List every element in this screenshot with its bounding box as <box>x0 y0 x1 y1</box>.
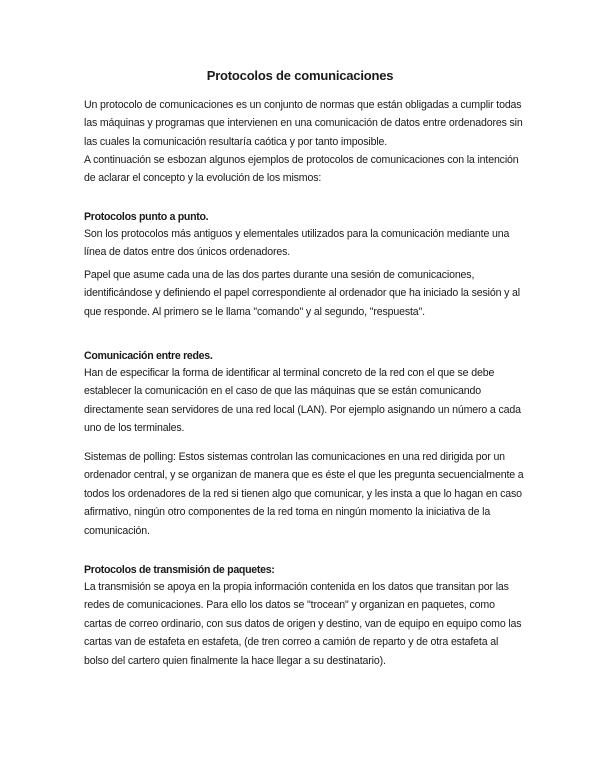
section-heading: Comunicación entre redes. <box>84 350 213 362</box>
section-paragraph: Papel que asume cada una de las dos partes durante una sesión de comunicaciones, identificándose y definiendo el papel correspondiente al ordenador que ha iniciado la sesión y al que responde. Al primero se le llama "comando" y al segundo, "respuesta". <box>84 269 520 318</box>
section-paragraph: La transmisión se apoya en la propia información contenida en los datos que transitan por las redes de comunicaciones. Para ello los datos se "trocean" y organizan en paquetes, como cartas de correo ordinario, con sus datos de origen y destino, van de equipo en equipo como las cartas van de estafeta en estafeta, (de tren correo a camión de reparto y de otra estafeta al bolso del cartero quien finalmente la hace llegar a su destinatario). <box>84 581 522 667</box>
section-heading: Protocolos de transmisión de paquetes: <box>84 564 275 576</box>
intro-paragraph: Un protocolo de comunicaciones es un conjunto de normas que están obligadas a cumplir todas las máquinas y programas que intervienen en una comunicación de datos entre ordenadores sin las cuales la comunicación resultaría caótica y por tanto imposible. <box>84 99 523 148</box>
intro-paragraph-2: A continuación se esbozan algunos ejemplos de protocolos de comunicaciones con la intención de aclarar el concepto y la evolución de los mismos: <box>84 154 519 185</box>
section-heading: Protocolos punto a punto. <box>84 211 209 223</box>
page-title: Protocolos de comunicaciones <box>206 68 394 83</box>
section-paragraph: Son los protocolos más antiguos y elementales utilizados para la comunicación mediante una línea de datos entre dos únicos ordenadores. <box>84 228 510 259</box>
section-paragraph: Sistemas de polling: Estos sistemas controlan las comunicaciones en una red dirigida por un ordenador central, y se organizan de manera que es éste el que les pregunta secuencialmente a todos los ordenadores de la red si tienen algo que comunicar, y les insta a que lo hagan en caso afirmativo, ningún otro componentes de la red toma en ningún momento la iniciativa de la comunicación. <box>84 451 524 537</box>
section-paragraph: Han de especificar la forma de identificar al terminal concreto de la red con el que se debe establecer la comunicación en el caso de que las máquinas que se están comunicando directamente sean servidores de una red local (LAN). Por ejemplo asignando un número a cada uno de los terminales. <box>84 367 521 435</box>
